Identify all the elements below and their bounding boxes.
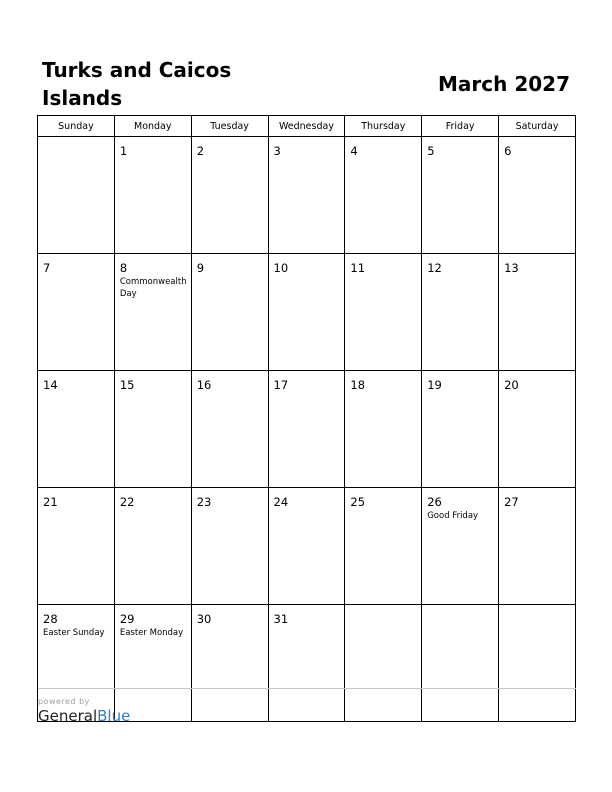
day-number: 14: [43, 378, 58, 392]
day-number: 2: [196, 144, 205, 158]
holiday-label: Easter Sunday: [43, 628, 105, 638]
weekday-header-row: [38, 116, 576, 137]
day-number: 8: [119, 261, 128, 275]
holiday-label: Commonwealth Day: [119, 277, 187, 299]
weekday-header: Saturday: [499, 116, 576, 137]
weekday-header: Tuesday: [191, 116, 268, 137]
day-number: 31: [273, 612, 289, 626]
day-cell[interactable]: [422, 488, 499, 605]
weekday-header: Monday: [114, 116, 191, 137]
day-cell[interactable]: [499, 254, 576, 371]
day-number: 9: [196, 261, 205, 275]
day-number: 11: [350, 261, 366, 275]
day-number: 7: [43, 261, 51, 275]
powered-by-text: powered by: [38, 697, 90, 706]
brand-logo[interactable]: [38, 707, 576, 725]
day-number: 6: [504, 144, 512, 158]
weekday-header: Thursday: [345, 116, 422, 137]
day-number: 19: [427, 378, 442, 392]
month-year-title: March 2027: [438, 72, 570, 96]
day-cell[interactable]: [499, 488, 576, 605]
day-cell[interactable]: [268, 254, 345, 371]
day-cell[interactable]: [38, 488, 115, 605]
day-number: 20: [504, 378, 519, 392]
day-number: 24: [273, 495, 289, 509]
day-number: 23: [196, 495, 212, 509]
day-cell[interactable]: [345, 137, 422, 254]
day-cell[interactable]: [268, 488, 345, 605]
week-row: [38, 137, 576, 254]
day-number: 26: [427, 495, 442, 509]
footer-divider: [38, 688, 576, 689]
day-cell[interactable]: [345, 488, 422, 605]
country-title: Turks and Caicos Islands: [42, 58, 232, 110]
day-cell[interactable]: [114, 371, 191, 488]
day-cell[interactable]: [422, 371, 499, 488]
day-number: 30: [196, 612, 212, 626]
day-cell[interactable]: [114, 137, 191, 254]
day-cell[interactable]: [38, 254, 115, 371]
day-number: 17: [273, 378, 289, 392]
day-cell[interactable]: [191, 137, 268, 254]
day-number: 3: [273, 144, 281, 158]
day-number: 13: [504, 261, 519, 275]
day-number: 15: [119, 378, 135, 392]
day-cell[interactable]: [38, 371, 115, 488]
week-row: [38, 488, 576, 605]
day-number: 12: [427, 261, 442, 275]
day-number: 4: [350, 144, 358, 158]
brand-name-general: General: [38, 707, 98, 725]
empty-day-cell: [38, 137, 115, 254]
day-cell[interactable]: [268, 137, 345, 254]
weekday-header: Wednesday: [268, 116, 345, 137]
day-number: 1: [119, 144, 128, 158]
day-number: 5: [427, 144, 435, 158]
day-number: 18: [350, 378, 366, 392]
day-cell[interactable]: [345, 371, 422, 488]
week-row: [38, 371, 576, 488]
calendar-grid: [37, 115, 576, 722]
day-number: 28: [43, 612, 58, 626]
day-cell[interactable]: [191, 488, 268, 605]
day-number: 22: [119, 495, 135, 509]
day-cell[interactable]: [191, 254, 268, 371]
day-number: 27: [504, 495, 519, 509]
day-cell[interactable]: [499, 371, 576, 488]
day-cell[interactable]: [422, 254, 499, 371]
day-number: 29: [119, 612, 135, 626]
day-number: 16: [196, 378, 212, 392]
day-number: 25: [350, 495, 366, 509]
day-cell[interactable]: [114, 488, 191, 605]
week-row: [38, 254, 576, 371]
footer: [38, 688, 576, 725]
day-cell[interactable]: [268, 371, 345, 488]
day-cell[interactable]: [191, 371, 268, 488]
day-cell[interactable]: [499, 137, 576, 254]
holiday-label: Easter Monday: [119, 628, 184, 638]
day-number: 10: [273, 261, 289, 275]
holiday-label: Good Friday: [427, 511, 479, 521]
weekday-header: Sunday: [38, 116, 115, 137]
day-number: 21: [43, 495, 58, 509]
brand-name-blue: Blue: [97, 707, 131, 725]
day-cell[interactable]: [114, 254, 191, 371]
day-cell[interactable]: [345, 254, 422, 371]
day-cell[interactable]: [422, 137, 499, 254]
weekday-header: Friday: [422, 116, 499, 137]
